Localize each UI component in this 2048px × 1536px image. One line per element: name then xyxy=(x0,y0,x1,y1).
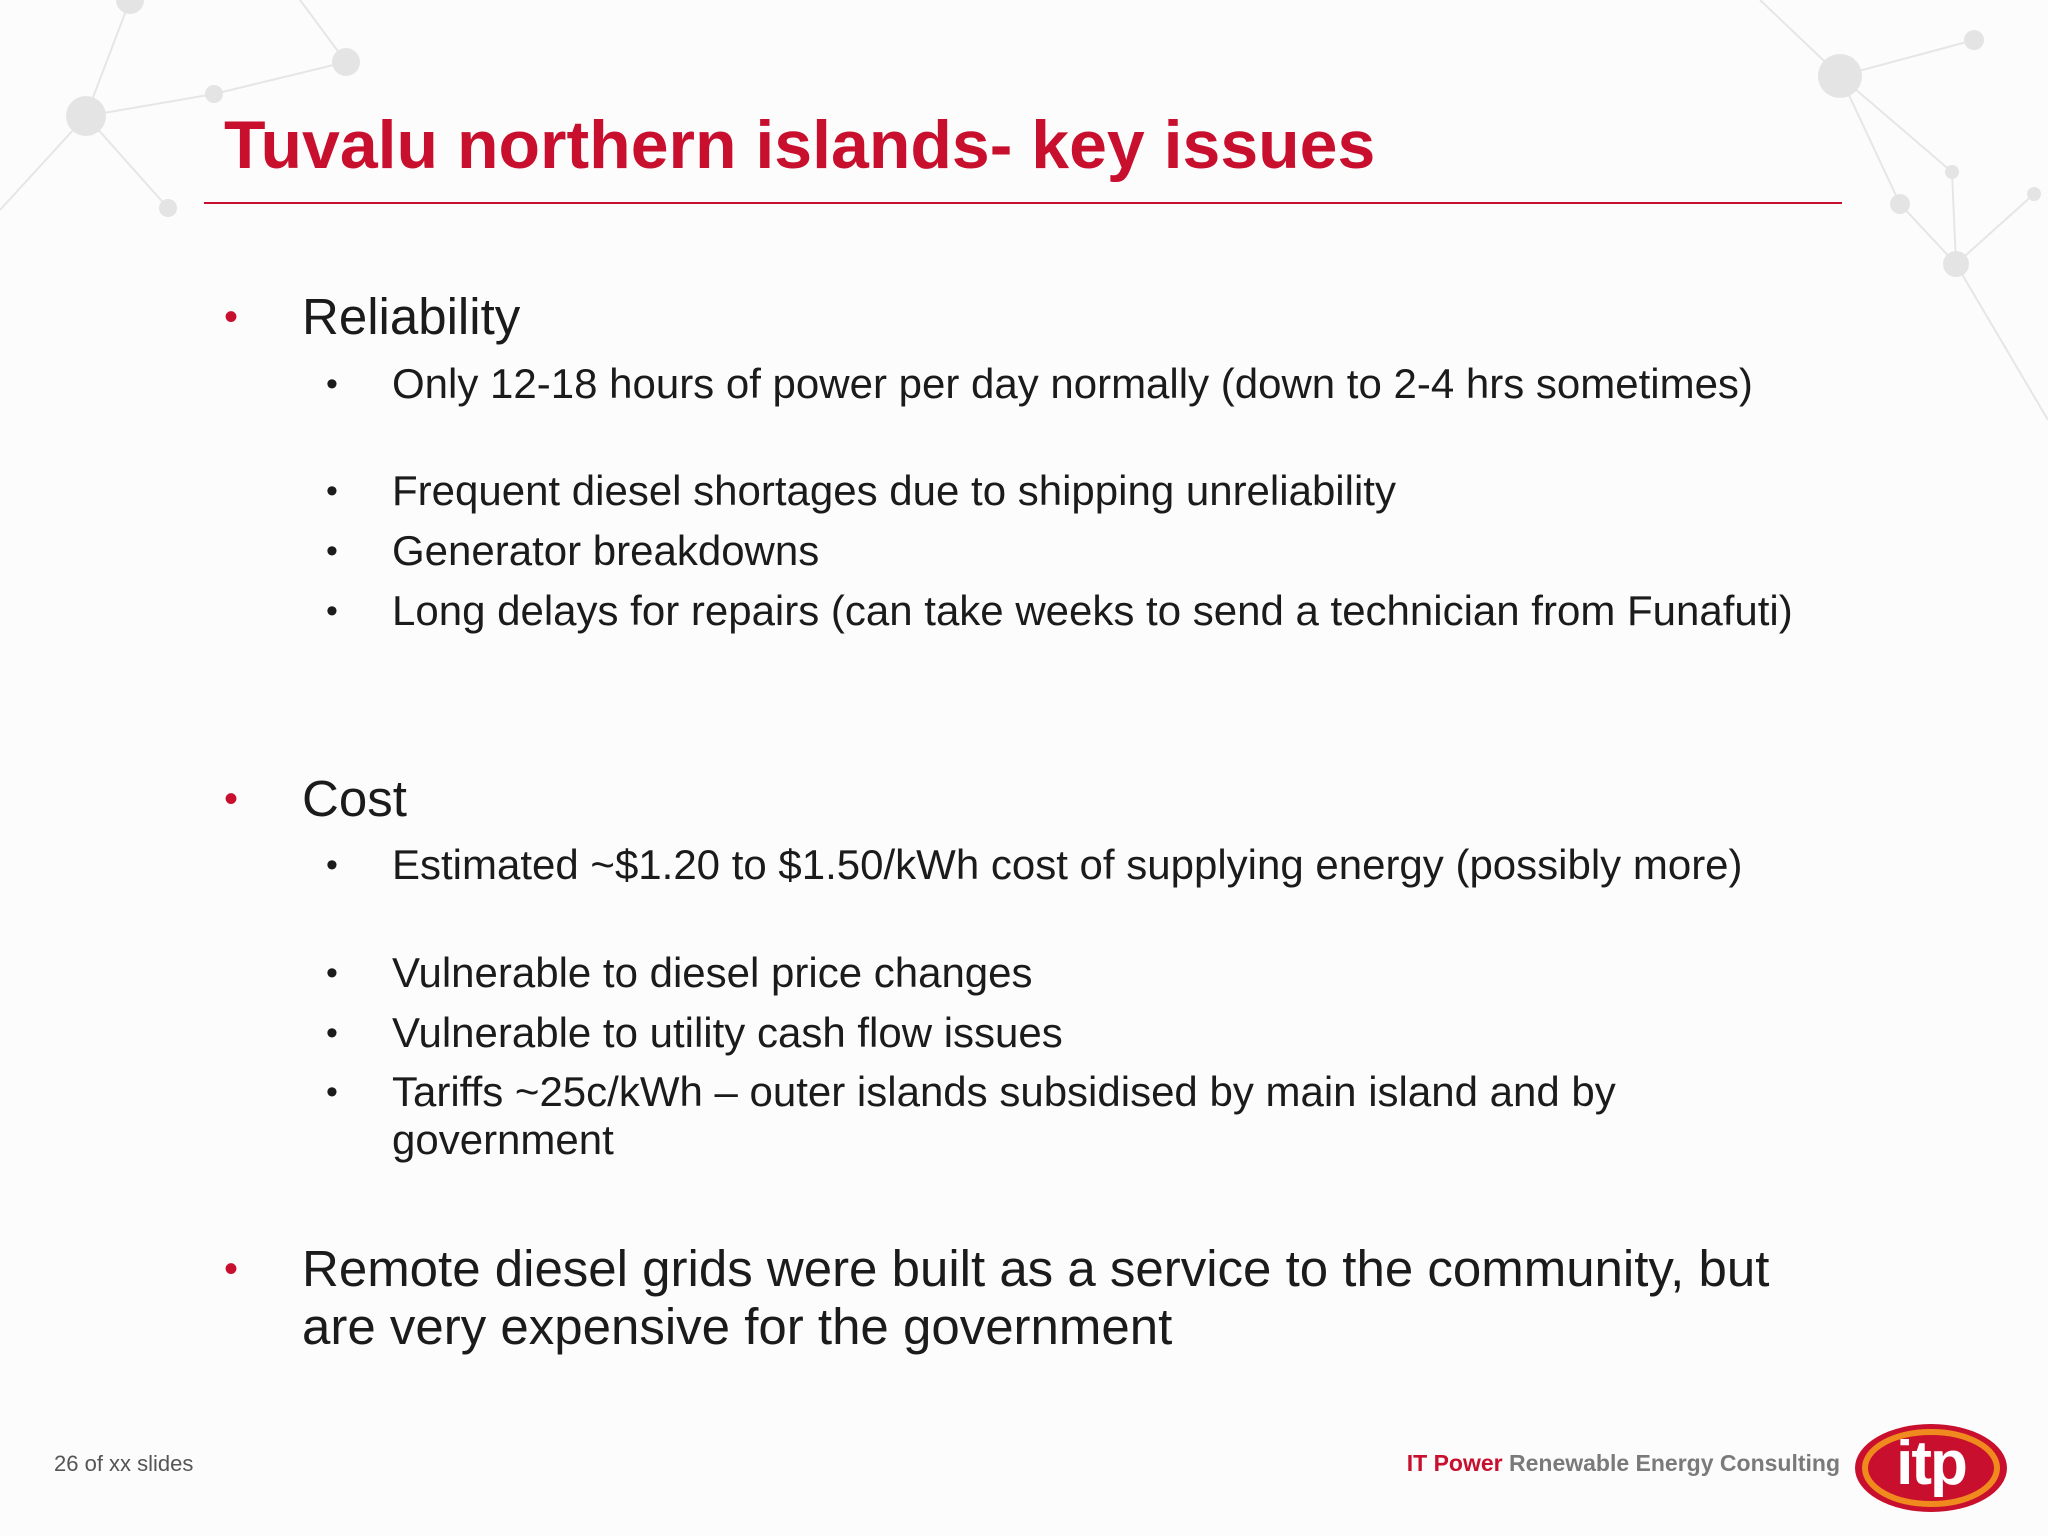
bullet-icon: • xyxy=(224,295,239,339)
list-item: Vulnerable to diesel price changes xyxy=(392,949,1033,996)
list-item: Frequent diesel shortages due to shipping unreliability xyxy=(392,467,1396,514)
bullet-icon: • xyxy=(326,954,338,992)
bullet-icon: • xyxy=(326,532,338,570)
list-item: Vulnerable to utility cash flow issues xyxy=(392,1009,1063,1056)
bullet-icon: • xyxy=(326,1073,338,1111)
bullet-icon: • xyxy=(224,1247,239,1291)
bullet-icon: • xyxy=(326,592,338,630)
bullet-icon: • xyxy=(326,1014,338,1052)
list-item: Long delays for repairs (can take weeks to send a technician from Funafuti) xyxy=(392,587,1793,634)
section-statement: Remote diesel grids were built as a service to the community, but are very expensive for the government xyxy=(302,1240,1770,1355)
footer-brand xyxy=(1360,1450,1840,1477)
brand-tagline: Renewable Energy Consulting xyxy=(1502,1450,1840,1476)
slide-number: 26 of xx slides xyxy=(54,1451,194,1476)
bullet-icon: • xyxy=(224,777,239,821)
list-item: Estimated ~$1.20 to $1.50/kWh cost of supplying energy (possibly more) xyxy=(392,841,1743,888)
list-item: Only 12-18 hours of power per day normally (down to 2-4 hrs sometimes) xyxy=(392,360,1753,407)
bullet-icon: • xyxy=(326,846,338,884)
list-item: Generator breakdowns xyxy=(392,527,820,574)
section-heading-cost: Cost xyxy=(302,770,407,827)
list-item: Tariffs ~25c/kWh – outer islands subsidised by main island and by government xyxy=(392,1068,1616,1163)
logo-text: itp xyxy=(1896,1429,1966,1498)
bullet-icon: • xyxy=(326,365,338,403)
slide-title: Tuvalu northern islands- key issues xyxy=(224,107,1376,183)
brand-name: IT Power xyxy=(1406,1450,1503,1476)
section-heading-reliability: Reliability xyxy=(302,288,521,345)
bullet-icon: • xyxy=(326,472,338,510)
